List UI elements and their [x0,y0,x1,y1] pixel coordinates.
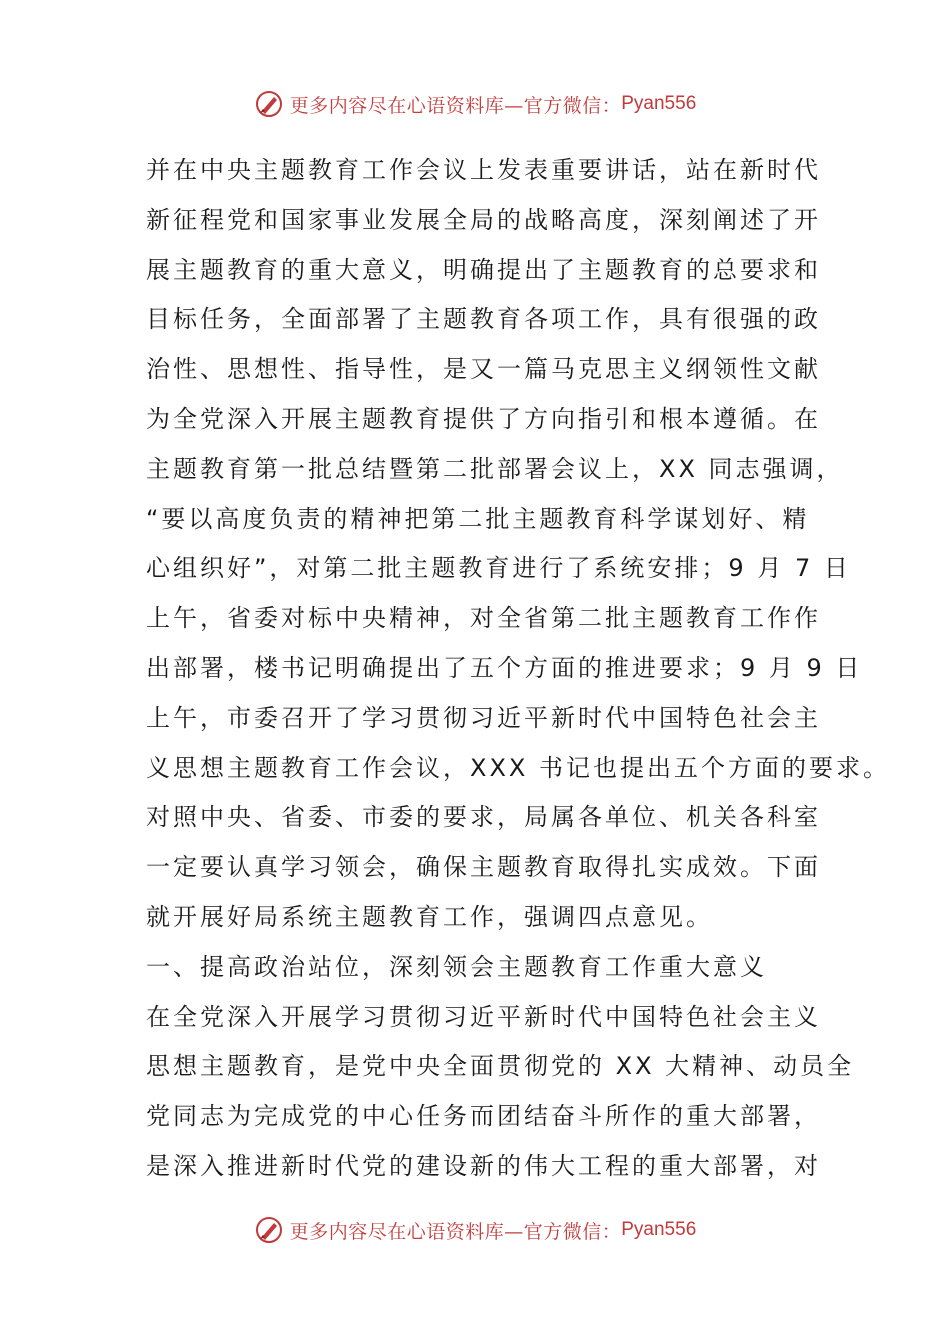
body-line: “要以高度负责的精神把第二批主题教育科学谋划好、精 [146,504,810,533]
pen-logo-icon [254,89,284,119]
body-line: 心组织好”，对第二批主题教育进行了系统安排；9 月 7 日 [146,554,851,583]
pen-logo-icon [254,1215,284,1245]
body-line: 对照中央、省委、市委的要求，局属各单位、机关各科室 [146,803,821,832]
body-line: 上午，市委召开了学习贯彻习近平新时代中国特色社会主 [146,703,821,732]
body-line: 上午，省委对标中央精神，对全省第二批主题教育工作作 [146,604,821,633]
body-line: 目标任务，全面部署了主题教育各项工作，具有很强的政 [146,305,821,334]
header-banner-text: 更多内容尽在心语资料库—官方微信： [289,94,622,117]
body-line: 思想主题教育，是党中央全面贯彻党的 XX 大精神、动员全 [146,1052,855,1081]
footer-banner-text: 更多内容尽在心语资料库—官方微信： [289,1220,622,1243]
document-body [146,146,890,1192]
header-banner [0,84,950,124]
body-line: 一定要认真学习领会，确保主题教育取得扎实成效。下面 [146,853,821,882]
footer-banner [0,1210,950,1250]
body-line: 展主题教育的重大意义，明确提出了主题教育的总要求和 [146,255,821,284]
header-banner-wechat-id: Pyan556 [621,93,697,114]
body-line: 党同志为完成党的中心任务而团结奋斗所作的重大部署， [146,1102,821,1131]
body-line: 为全党深入开展主题教育提供了方向指引和根本遵循。在 [146,404,821,433]
body-line: 在全党深入开展学习贯彻习近平新时代中国特色社会主义 [146,1002,821,1031]
body-line: 是深入推进新时代党的建设新的伟大工程的重大部署，对 [146,1151,821,1180]
body-line: 新征程党和国家事业发展全局的战略高度，深刻阐述了开 [146,205,821,234]
body-line: 义思想主题教育工作会议，XXX 书记也提出五个方面的要求。 [146,753,890,782]
body-line: 治性、思想性、指导性，是又一篇马克思主义纲领性文献 [146,355,821,384]
body-line: 并在中央主题教育工作会议上发表重要讲话，站在新时代 [146,156,821,184]
body-line: 主题教育第一批总结暨第二批部署会议上，XX 同志强调， [146,454,844,483]
footer-banner-wechat-id: Pyan556 [621,1219,697,1240]
section-heading: 一、提高政治站位，深刻领会主题教育工作重大意义 [146,952,767,981]
body-line: 就开展好局系统主题教育工作，强调四点意见。 [146,902,713,931]
body-line: 出部署，楼书记明确提出了五个方面的推进要求；9 月 9 日 [146,653,863,682]
